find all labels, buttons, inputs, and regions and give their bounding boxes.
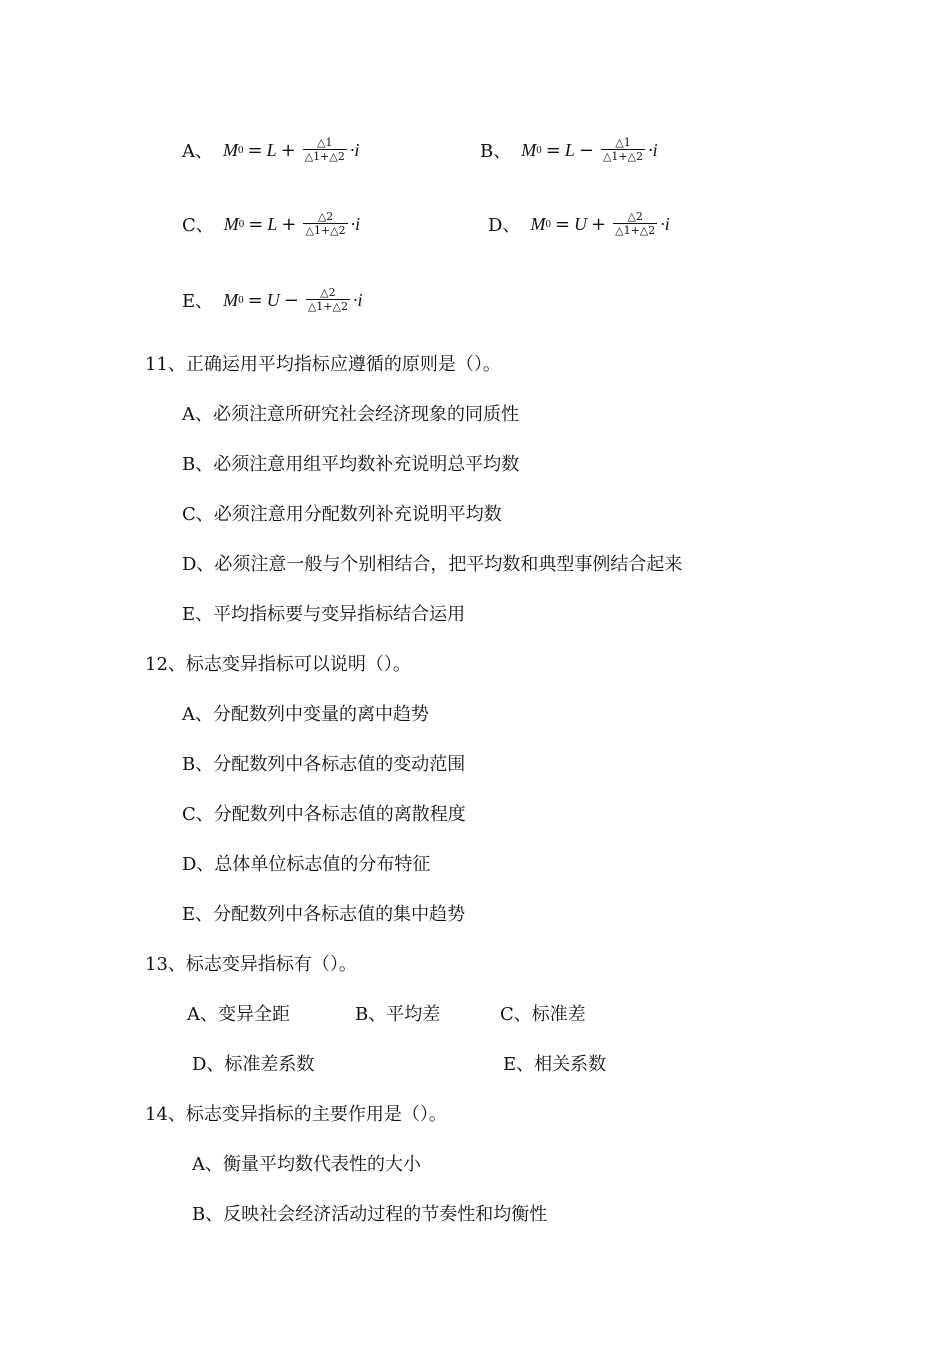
question-13: 13、标志变异指标有（）。 — [145, 954, 357, 975]
question-11: 11、正确运用平均指标应遵循的原则是（）。 — [145, 354, 501, 375]
formula-base: L — [267, 213, 278, 234]
formula-fraction — [613, 210, 657, 238]
formula-operator: − — [283, 289, 299, 311]
fraction-denominator: △1+△2 — [307, 300, 348, 313]
fraction-numerator: △2 — [317, 210, 334, 223]
option-label: C、 — [182, 215, 214, 236]
formula-operator: + — [280, 139, 296, 161]
option-label: A、 — [182, 141, 213, 162]
formula-tail: ·i — [350, 213, 361, 234]
option-label: E、 — [182, 291, 214, 312]
formula-lhs-sub: 0 — [536, 144, 542, 156]
q13-option-b: B、平均差 — [355, 1004, 441, 1025]
option-label: B、 — [480, 141, 512, 162]
q13-option-e: E、相关系数 — [503, 1054, 607, 1075]
formula-base: U — [574, 213, 588, 234]
formula-option-a: A、 M 0 = L + $\frac{\triangle 1}{\triangle 1+\triangle 2}$ ·i — [182, 136, 360, 163]
q12-option-e: E、分配数列中各标志值的集中趋势 — [182, 904, 466, 925]
formula-lhs: M — [223, 213, 239, 234]
formula-base: U — [266, 289, 280, 310]
formula-fraction — [306, 286, 350, 314]
formula-fraction — [303, 136, 347, 164]
formula-lhs: M — [223, 139, 238, 160]
q12-option-d: D、总体单位标志值的分布特征 — [182, 854, 431, 875]
formula-lhs: M — [521, 139, 537, 160]
fraction-denominator: △1+△2 — [615, 224, 656, 237]
q12-option-a: A、分配数列中变量的离中趋势 — [182, 704, 429, 725]
q11-option-e: E、平均指标要与变异指标结合运用 — [182, 604, 466, 625]
fraction-numerator: △2 — [320, 286, 336, 299]
fraction-numerator: △1 — [615, 136, 631, 149]
formula-option-d: D、 M 0 = U + $\frac{\triangle 2}{\triangle 1+\triangle 2}$ ·i — [488, 210, 670, 237]
q14-option-a: A、衡量平均数代表性的大小 — [192, 1154, 421, 1175]
formula-tail: ·i — [349, 139, 360, 160]
formula-lhs-sub: 0 — [238, 144, 244, 156]
formula-lhs-sub: 0 — [238, 218, 245, 230]
q13-option-d: D、标准差系数 — [192, 1054, 315, 1075]
formula-operator: − — [578, 139, 594, 161]
formula-base: L — [266, 139, 277, 160]
q12-option-c: C、分配数列中各标志值的离散程度 — [182, 804, 466, 825]
q13-option-c: C、标准差 — [500, 1004, 586, 1025]
q14-option-b: B、反映社会经济活动过程的节奏性和均衡性 — [192, 1204, 548, 1225]
fraction-denominator: △1+△2 — [305, 224, 346, 237]
q11-option-a: A、必须注意所研究社会经济现象的同质性 — [182, 404, 519, 425]
formula-option-c: C、 M 0 = L + $\frac{\triangle 2}{\triangle 1+\triangle 2}$ ·i — [182, 210, 361, 237]
formula-fraction — [303, 210, 347, 238]
formula-option-b: B、 M 0 = L − $\frac{\triangle 1}{\triangle 1+\triangle 2}$ ·i — [480, 136, 658, 163]
q11-option-b: B、必须注意用组平均数补充说明总平均数 — [182, 454, 520, 475]
formula-tail: ·i — [352, 289, 363, 310]
formula-lhs-sub: 0 — [238, 294, 244, 306]
option-label: D、 — [488, 215, 521, 236]
formula-base: L — [564, 139, 575, 160]
q12-option-b: B、分配数列中各标志值的变动范围 — [182, 754, 466, 775]
formula-tail: ·i — [648, 139, 658, 160]
question-14: 14、标志变异指标的主要作用是（）。 — [145, 1104, 447, 1125]
q11-option-c: C、必须注意用分配数列补充说明平均数 — [182, 504, 502, 525]
formula-lhs: M — [223, 289, 239, 310]
q11-option-d: D、必须注意一般与个别相结合，把平均数和典型事例结合起来 — [182, 554, 683, 575]
formula-lhs: M — [530, 213, 546, 234]
question-12: 12、标志变异指标可以说明（）。 — [145, 654, 411, 675]
formula-lhs-sub: 0 — [545, 218, 551, 230]
fraction-numerator: △2 — [627, 210, 643, 223]
q13-option-a: A、变异全距 — [187, 1004, 290, 1025]
fraction-denominator: △1+△2 — [602, 150, 644, 163]
formula-operator: + — [281, 213, 297, 235]
formula-tail: ·i — [660, 213, 670, 234]
formula-option-e: E、 M 0 = U − $\frac{\triangle 2}{\triangle 1+\triangle 2}$ ·i — [182, 286, 363, 313]
formula-operator: + — [591, 213, 607, 235]
fraction-denominator: △1+△2 — [304, 150, 345, 163]
formula-fraction — [601, 136, 645, 164]
fraction-numerator: △1 — [317, 136, 333, 149]
